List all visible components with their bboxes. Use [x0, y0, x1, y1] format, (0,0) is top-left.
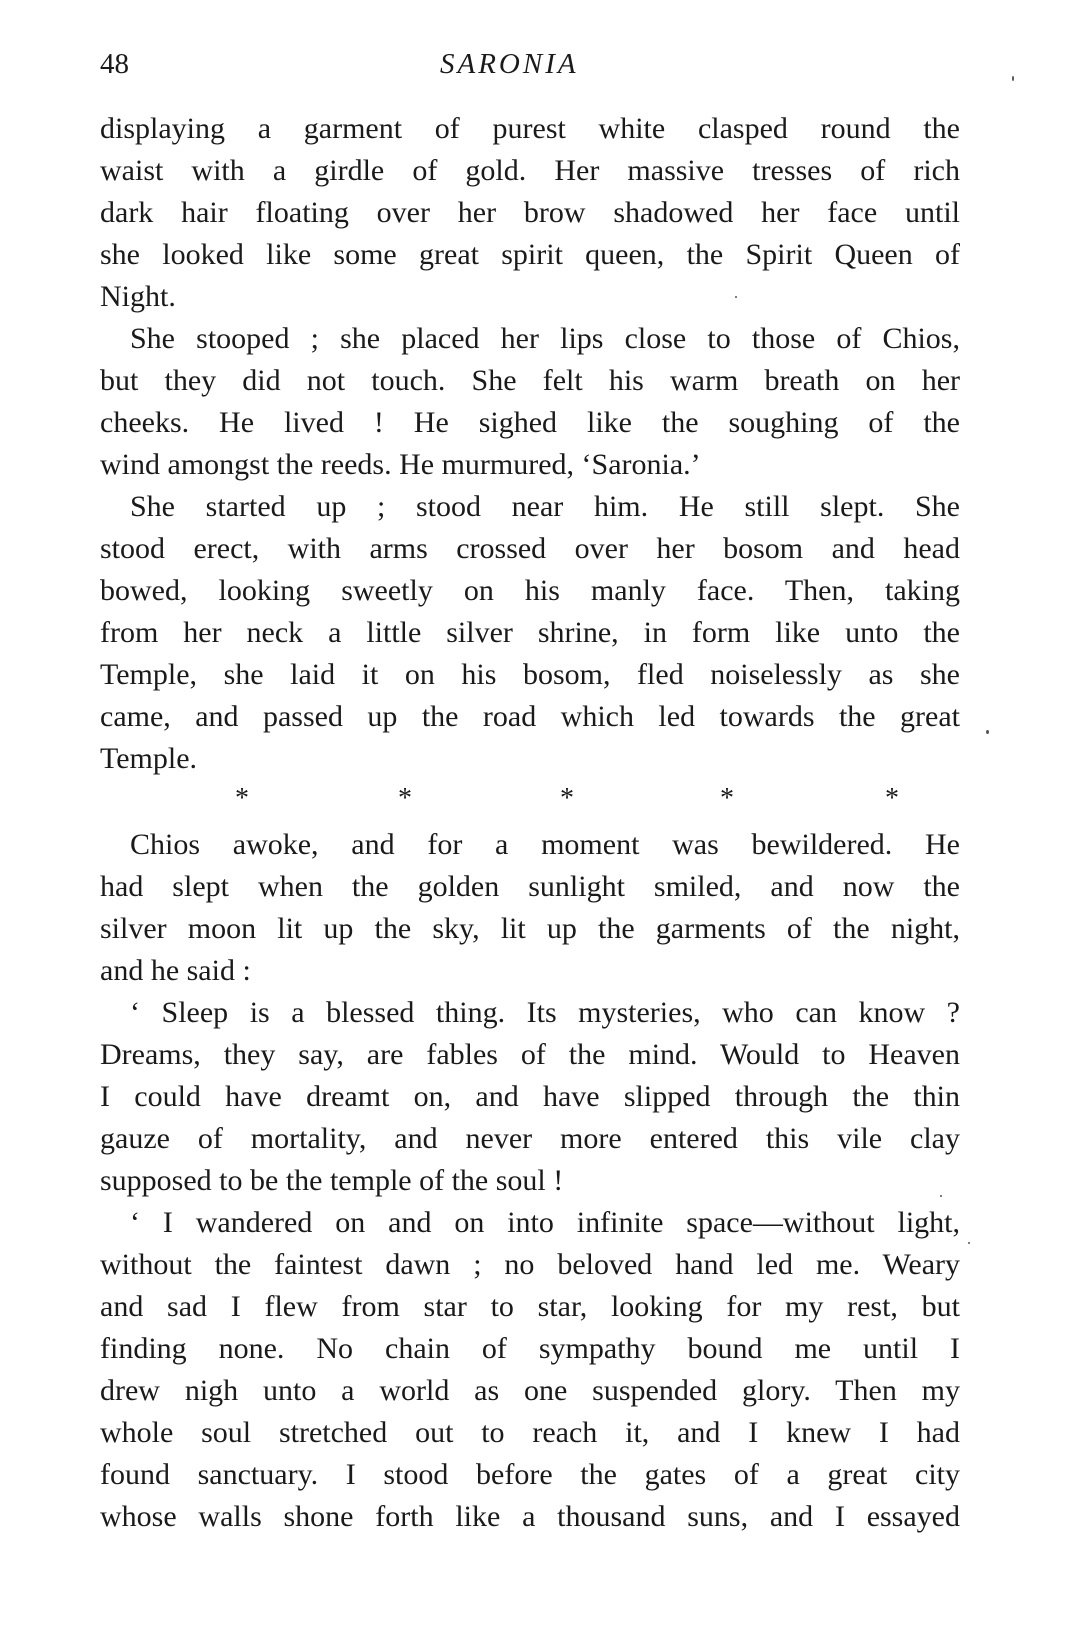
text-line: finding none. No chain of sympathy bound me until I	[100, 1332, 960, 1365]
text-line: drew nigh unto a world as one suspended glory. Then my	[100, 1374, 960, 1407]
text-line: waist with a girdle of gold. Her massive tresses of rich	[100, 154, 960, 187]
page-number: 48	[100, 48, 129, 80]
text-line: Dreams, they say, are fables of the mind. Would to Heaven	[100, 1038, 960, 1071]
scan-speck	[1012, 76, 1014, 81]
text-line: and sad I flew from star to star, looking for my rest, but	[100, 1290, 960, 1323]
page-header	[100, 40, 960, 100]
text-line: gauze of mortality, and never more entered this vile clay	[100, 1122, 960, 1155]
asterisk: *	[235, 783, 249, 814]
body-text	[100, 108, 960, 1538]
text-line: but they did not touch. She felt his warm breath on her	[100, 364, 960, 397]
text-line: Night.	[100, 280, 176, 313]
text-line: whose walls shone forth like a thousand suns, and I essayed	[100, 1500, 960, 1533]
text-line: found sanctuary. I stood before the gates of a great city	[100, 1458, 960, 1491]
text-line: she looked like some great spirit queen, the Spirit Queen of	[100, 238, 960, 271]
section-break	[100, 780, 960, 824]
text-line: supposed to be the temple of the soul !	[100, 1164, 564, 1197]
asterisk: *	[885, 783, 899, 814]
scan-speck	[968, 1242, 970, 1244]
text-line: displaying a garment of purest white clasped round the	[100, 112, 960, 145]
text-line: Temple.	[100, 742, 198, 775]
text-line: Temple, she laid it on his bosom, fled noiselessly as she	[100, 658, 960, 691]
text-line: dark hair floating over her brow shadowed her face until	[100, 196, 960, 229]
text-line: stood erect, with arms crossed over her bosom and head	[100, 532, 960, 565]
text-line: She stooped ; she placed her lips close to those of Chios,	[130, 322, 960, 355]
text-line: had slept when the golden sunlight smiled, and now the	[100, 870, 960, 903]
text-line: ‘ I wandered on and on into infinite space—without light,	[130, 1206, 960, 1239]
text-line: came, and passed up the road which led towards the great	[100, 700, 960, 733]
text-line: I could have dreamt on, and have slipped through the thin	[100, 1080, 960, 1113]
scan-speck	[735, 296, 737, 298]
text-line: Chios awoke, and for a moment was bewildered. He	[130, 828, 960, 861]
text-line: ‘ Sleep is a blessed thing. Its mysteries, who can know ?	[130, 996, 960, 1029]
text-line: without the faintest dawn ; no beloved hand led me. Weary	[100, 1248, 960, 1281]
asterisk: *	[398, 783, 412, 814]
running-title: SARONIA	[440, 48, 579, 80]
scan-speck	[940, 1195, 942, 1197]
text-line: cheeks. He lived ! He sighed like the soughing of the	[100, 406, 960, 439]
text-line: She started up ; stood near him. He still slept. She	[130, 490, 960, 523]
asterisk: *	[560, 783, 574, 814]
text-line: from her neck a little silver shrine, in form like unto the	[100, 616, 960, 649]
text-line: silver moon lit up the sky, lit up the garments of the night,	[100, 912, 960, 945]
scan-speck	[986, 730, 989, 734]
text-line: whole soul stretched out to reach it, and I knew I had	[100, 1416, 960, 1449]
text-line: wind amongst the reeds. He murmured, ‘Saronia.’	[100, 448, 701, 481]
asterisk: *	[720, 783, 734, 814]
text-line: and he said :	[100, 954, 251, 987]
text-line: bowed, looking sweetly on his manly face. Then, taking	[100, 574, 960, 607]
